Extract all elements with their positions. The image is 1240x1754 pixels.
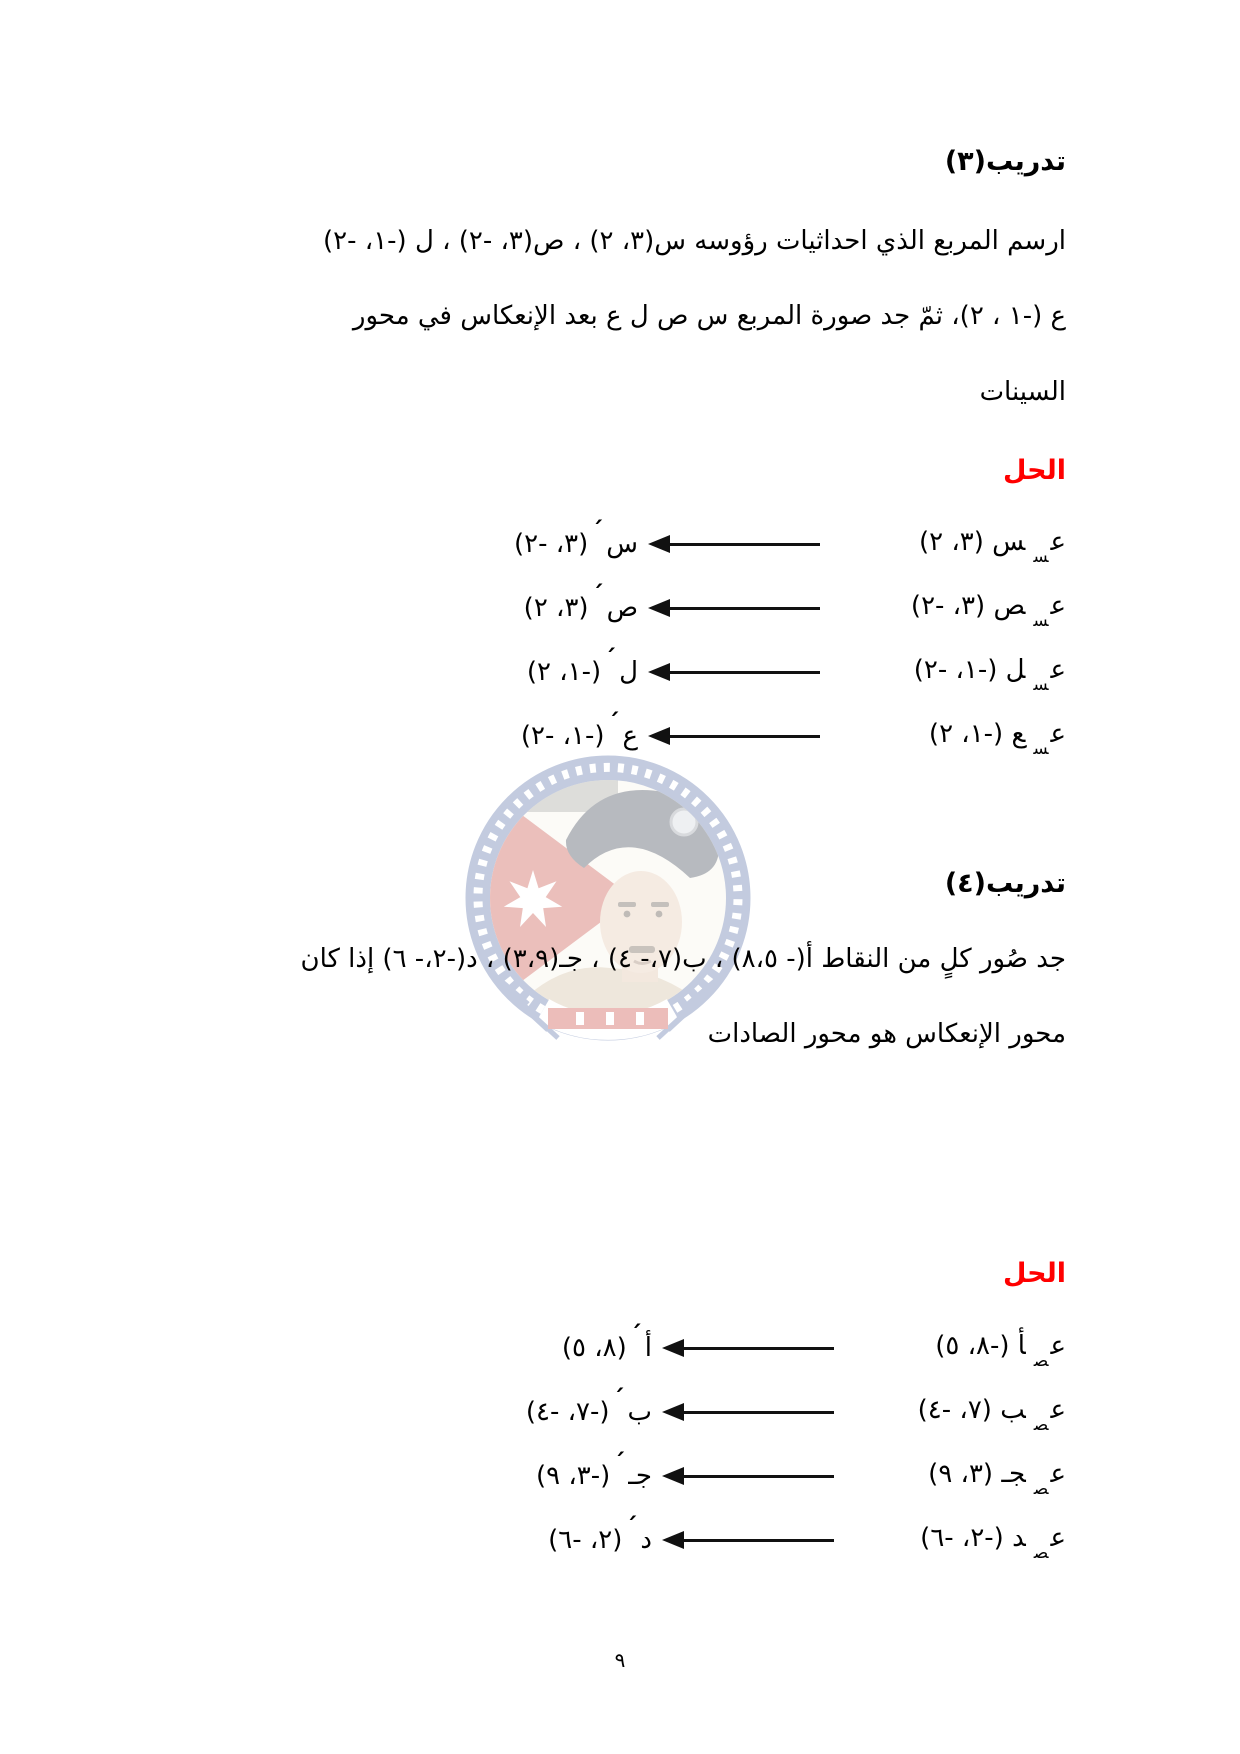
reflection-row: [526, 1444, 1066, 1508]
prime-mark: ´: [591, 517, 604, 545]
eyebrow: [651, 902, 669, 907]
reflection-input: [848, 1330, 1066, 1372]
axis-subscript: ص: [1033, 1415, 1049, 1436]
point-with-coords: ع (-١، ٢): [928, 718, 1026, 749]
eye: [624, 911, 631, 918]
image-letter: ل: [619, 657, 638, 687]
page-number: ٩: [614, 1648, 626, 1672]
image-letter: س: [606, 529, 638, 559]
image-coords: (٣، ٢): [523, 593, 589, 623]
point-with-coords: أ (-٨، ٥): [935, 1330, 1026, 1361]
reflection-image: [520, 709, 638, 751]
image-letter: ب: [627, 1397, 652, 1427]
reflection-row: [514, 640, 1066, 704]
reflection-row: [514, 576, 1066, 640]
left-arrow-icon: [668, 671, 820, 674]
reflection-operator: ع: [1050, 1394, 1066, 1425]
image-coords: (٨، ٥): [561, 1333, 627, 1363]
prime-mark: ´: [591, 581, 604, 609]
eyebrow: [618, 902, 636, 907]
exercise4-solution-rows: [526, 1316, 1066, 1572]
reflection-operator: ع: [1050, 1522, 1066, 1553]
reflection-input: [834, 718, 1066, 760]
left-arrow-icon: [682, 1411, 834, 1414]
image-coords: (٢، -٦): [548, 1525, 623, 1555]
reflection-row: [514, 512, 1066, 576]
reflection-image: [513, 517, 638, 559]
reflection-row: [526, 1380, 1066, 1444]
image-coords: (-١، -٢): [520, 721, 605, 751]
reflection-image: [523, 581, 638, 623]
exercise3-line1: ارسم المربع الذي احداثيات رؤوسه س(٣، ٢) ، ص(٣، -٢) ، ل (-١، -٢): [323, 226, 1066, 256]
left-arrow-icon: [682, 1347, 834, 1350]
image-letter: ع: [622, 721, 638, 751]
left-arrow-icon: [668, 607, 820, 610]
image-letter: ص: [606, 593, 638, 623]
image-letter: أ: [644, 1333, 652, 1363]
reflection-operator: ع: [1050, 526, 1066, 557]
point-with-coords: ص (٣، -٢): [910, 590, 1026, 621]
prime-mark: ´: [625, 1513, 638, 1541]
reflection-row: [526, 1316, 1066, 1380]
exercise3-solution-rows: [514, 512, 1066, 768]
reflection-operator: ع: [1050, 1330, 1066, 1361]
exercise3-solution-label: الحل: [1003, 455, 1066, 486]
axis-subscript: ص: [1033, 1543, 1049, 1564]
axis-subscript: س: [1033, 739, 1049, 760]
eye: [656, 911, 663, 918]
reflection-image: [536, 1449, 652, 1491]
reflection-input: [834, 654, 1066, 696]
ribbon-gap: [636, 1012, 644, 1025]
axis-subscript: ص: [1033, 1351, 1049, 1372]
prime-mark: ´: [612, 1385, 625, 1413]
point-with-coords: س (٣، ٢): [919, 526, 1026, 557]
reflection-operator: ع: [1050, 590, 1066, 621]
prime-mark: ´: [607, 709, 620, 737]
point-with-coords: ل (-١، -٢): [913, 654, 1026, 685]
axis-subscript: س: [1033, 675, 1049, 696]
ribbon-gap: [606, 1012, 614, 1025]
exercise4-title: تدريب(٤): [944, 868, 1066, 899]
point-with-coords: جـ (٣، ٩): [928, 1458, 1026, 1489]
image-coords: (-٣، ٩): [536, 1461, 611, 1491]
left-arrow-icon: [668, 543, 820, 546]
exercise4-line2: محور الإنعكاس هو محور الصادات: [707, 1019, 1066, 1049]
reflection-input: [834, 526, 1066, 568]
ribbon-gap: [576, 1012, 584, 1025]
reflection-image: [525, 1385, 652, 1427]
axis-subscript: س: [1033, 547, 1049, 568]
exercise4-line1: جد صُور كلٍ من النقاط أ(- ٨،٥) ، ب(٧،- ٤) ، جـ(٣،٩) ، د(-٢،- ٦) إذا كان: [300, 944, 1066, 974]
axis-subscript: س: [1033, 611, 1049, 632]
reflection-input: [848, 1458, 1066, 1500]
reflection-input: [834, 590, 1066, 632]
prime-mark: ´: [604, 645, 617, 673]
axis-subscript: ص: [1033, 1479, 1049, 1500]
point-with-coords: د (-٢، -٦): [920, 1522, 1026, 1553]
reflection-row: [526, 1508, 1066, 1572]
reflection-input: [848, 1394, 1066, 1436]
exercise3-line3: السينات: [979, 377, 1066, 407]
image-letter: جـ: [628, 1461, 652, 1491]
prime-mark: ´: [613, 1449, 626, 1477]
exercise4-solution-label: الحل: [1003, 1258, 1066, 1289]
image-coords: (-١، ٢): [526, 657, 602, 687]
left-arrow-icon: [682, 1539, 834, 1542]
exercise3-title: تدريب(٣): [944, 146, 1066, 177]
reflection-operator: ع: [1050, 718, 1066, 749]
image-letter: د: [640, 1525, 652, 1555]
point-with-coords: ب (٧، -٤): [917, 1394, 1026, 1425]
left-arrow-icon: [682, 1475, 834, 1478]
reflection-input: [848, 1522, 1066, 1564]
reflection-image: [526, 645, 638, 687]
reflection-operator: ع: [1050, 1458, 1066, 1489]
reflection-image: [548, 1513, 652, 1555]
reflection-operator: ع: [1050, 654, 1066, 685]
reflection-image: [561, 1321, 652, 1363]
prime-mark: ´: [629, 1321, 642, 1349]
image-coords: (-٧، -٤): [525, 1397, 610, 1427]
exercise3-line2: ع (-١ ، ٢)، ثمّ جد صورة المربع س ص ل ع بعد الإنعكاس في محور: [352, 301, 1066, 331]
left-arrow-icon: [668, 735, 820, 738]
image-coords: (٣، -٢): [513, 529, 589, 559]
reflection-row: [514, 704, 1066, 768]
